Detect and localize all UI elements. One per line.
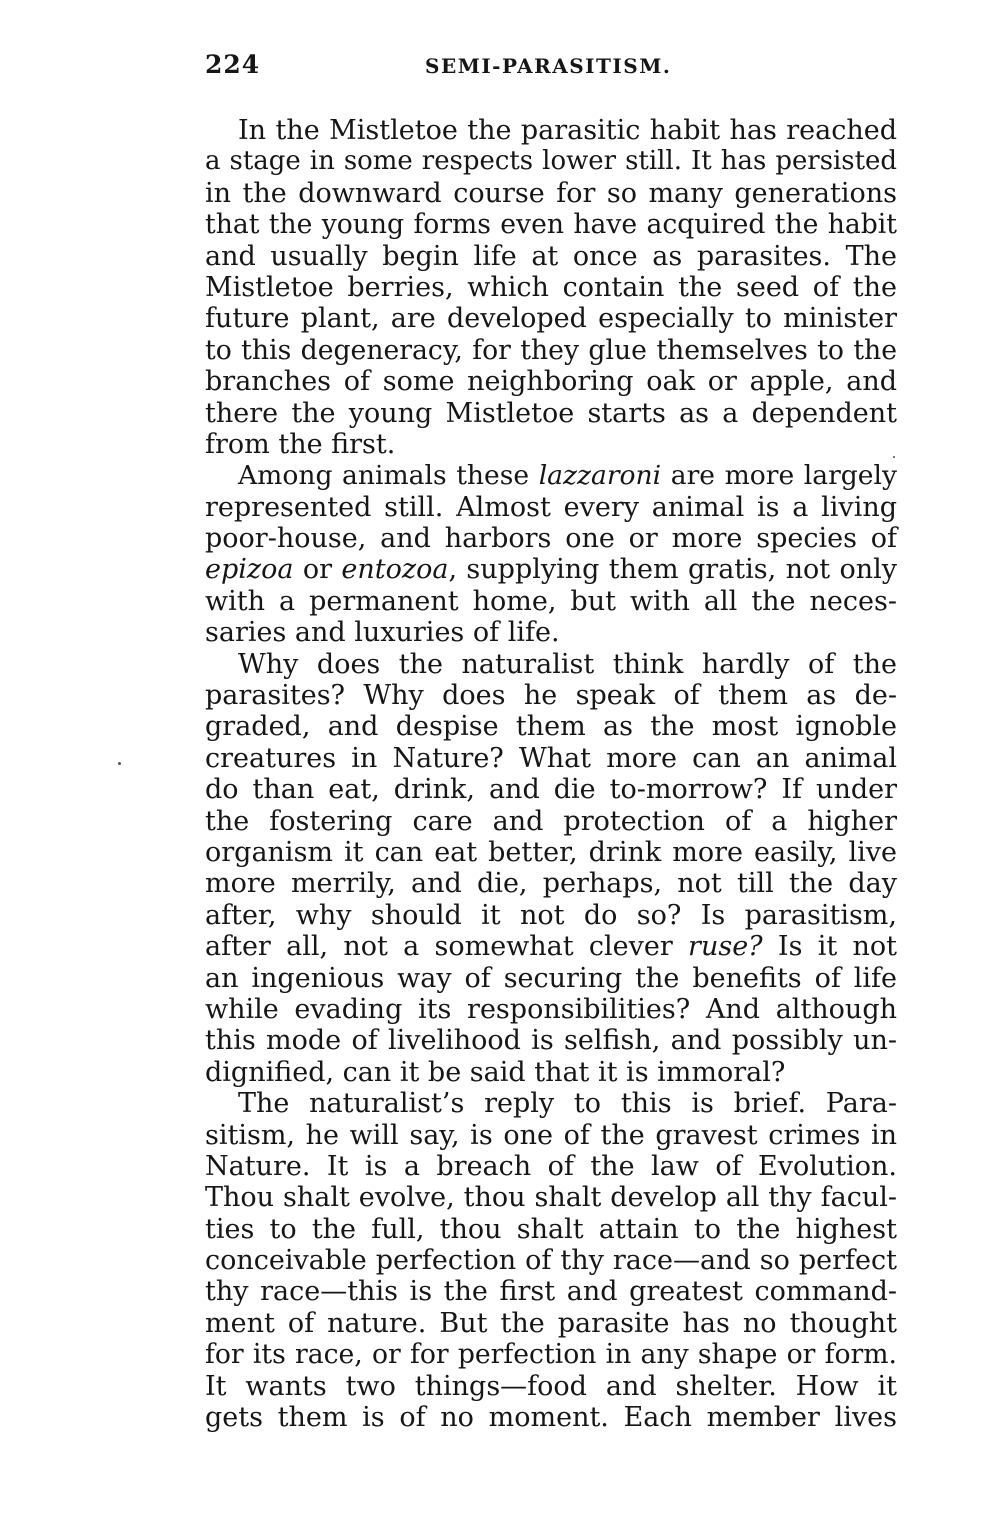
text-line: while evading its responsibilities? And although [205, 993, 897, 1025]
text-line: branches of some neighboring oak or apple, and [205, 366, 897, 398]
text-line: Mistletoe berries, which contain the seed of the [205, 271, 897, 303]
text-run: after all, not a somewhat clever [205, 931, 689, 963]
text-line [205, 460, 897, 491]
page-number: 224 [205, 50, 261, 79]
italic-term: lazzaroni [538, 460, 662, 492]
italic-term: entozoa [341, 554, 449, 586]
text-line: thy race—this is the first and greatest command- [205, 1276, 897, 1308]
text-line: more merrily, and die, perhaps, not till the day [205, 868, 897, 900]
text-line: It wants two things—food and shelter. How it [205, 1370, 897, 1402]
text-line: an ingenious way of securing the benefits of life [205, 962, 897, 994]
text-run: Among animals these [238, 460, 539, 492]
text-line: The naturalist’s reply to this is brief. Para- [238, 1088, 897, 1120]
text-line: and usually begin life at once as parasites. The [205, 240, 897, 272]
running-head [205, 50, 895, 90]
text-line: this mode of livelihood is selfish, and possibly un- [205, 1025, 897, 1057]
text-line: ment of nature. But the parasite has no thought [205, 1307, 897, 1339]
text-line: ties to the full, thou shalt attain to the highest [205, 1213, 897, 1245]
text-line: the fostering care and protection of a higher [205, 805, 897, 837]
print-speck [118, 762, 121, 765]
text-run: are more largely [661, 460, 898, 492]
text-line: Thou shalt evolve, thou shalt develop all thy facul- [205, 1182, 897, 1214]
text-line: represented still. Almost every animal is a living [205, 491, 897, 523]
text-run: Is it not [762, 931, 897, 963]
text-line: In the Mistletoe the parasitic habit has reached [238, 115, 897, 146]
text-line: dignified, can it be said that it is immoral? [205, 1056, 786, 1088]
text-line: do than eat, drink, and die to-morrow? If under [205, 774, 897, 806]
text-line: graded, and despise them as the most ignoble [205, 711, 897, 743]
text-run: , supplying them gratis, not only [448, 554, 897, 586]
text-line: organism it can eat better, drink more easily, live [205, 836, 897, 868]
text-line: there the young Mistletoe starts as a dependent [205, 397, 897, 429]
text-line: saries and luxuries of life. [205, 617, 560, 649]
text-line: Why does the naturalist think hardly of the [238, 648, 897, 680]
text-line: conceivable perfection of thy race—and so perfect [205, 1245, 897, 1277]
text-line: that the young forms even have acquired the habit [205, 209, 897, 241]
text-line: after, why should it not do so? Is parasitism, [205, 899, 897, 931]
text-line: to this degeneracy, for they glue themselves to the [205, 334, 897, 366]
body-text [205, 115, 897, 1433]
text-line: future plant, are developed especially to minister [205, 303, 897, 335]
running-title: SEMI-PARASITISM. [425, 54, 672, 78]
text-line: from the first. [205, 428, 396, 460]
text-line: for its race, or for perfection in any shape or form. [205, 1339, 897, 1371]
text-line: with a permanent home, but with all the neces- [205, 585, 897, 617]
text-run: or [293, 554, 342, 586]
text-line: sitism, he will say, is one of the gravest crimes in [205, 1119, 897, 1151]
text-line: parasites? Why does he speak of them as de- [205, 680, 897, 712]
text-line: creatures in Nature? What more can an animal [205, 742, 897, 774]
text-line: poor-house, and harbors one or more species of [205, 523, 897, 555]
text-line: gets them is of no moment. Each member lives [205, 1402, 897, 1434]
text-line: Nature. It is a breach of the law of Evolution. [205, 1150, 897, 1182]
text-line [205, 554, 897, 585]
text-line: in the downward course for so many generations [205, 177, 897, 209]
print-speck [893, 456, 895, 458]
text-line [205, 931, 897, 962]
italic-term: epizoa [205, 554, 294, 586]
italic-term: ruse? [688, 931, 763, 963]
text-line: a stage in some respects lower still. It has persisted [205, 146, 897, 177]
